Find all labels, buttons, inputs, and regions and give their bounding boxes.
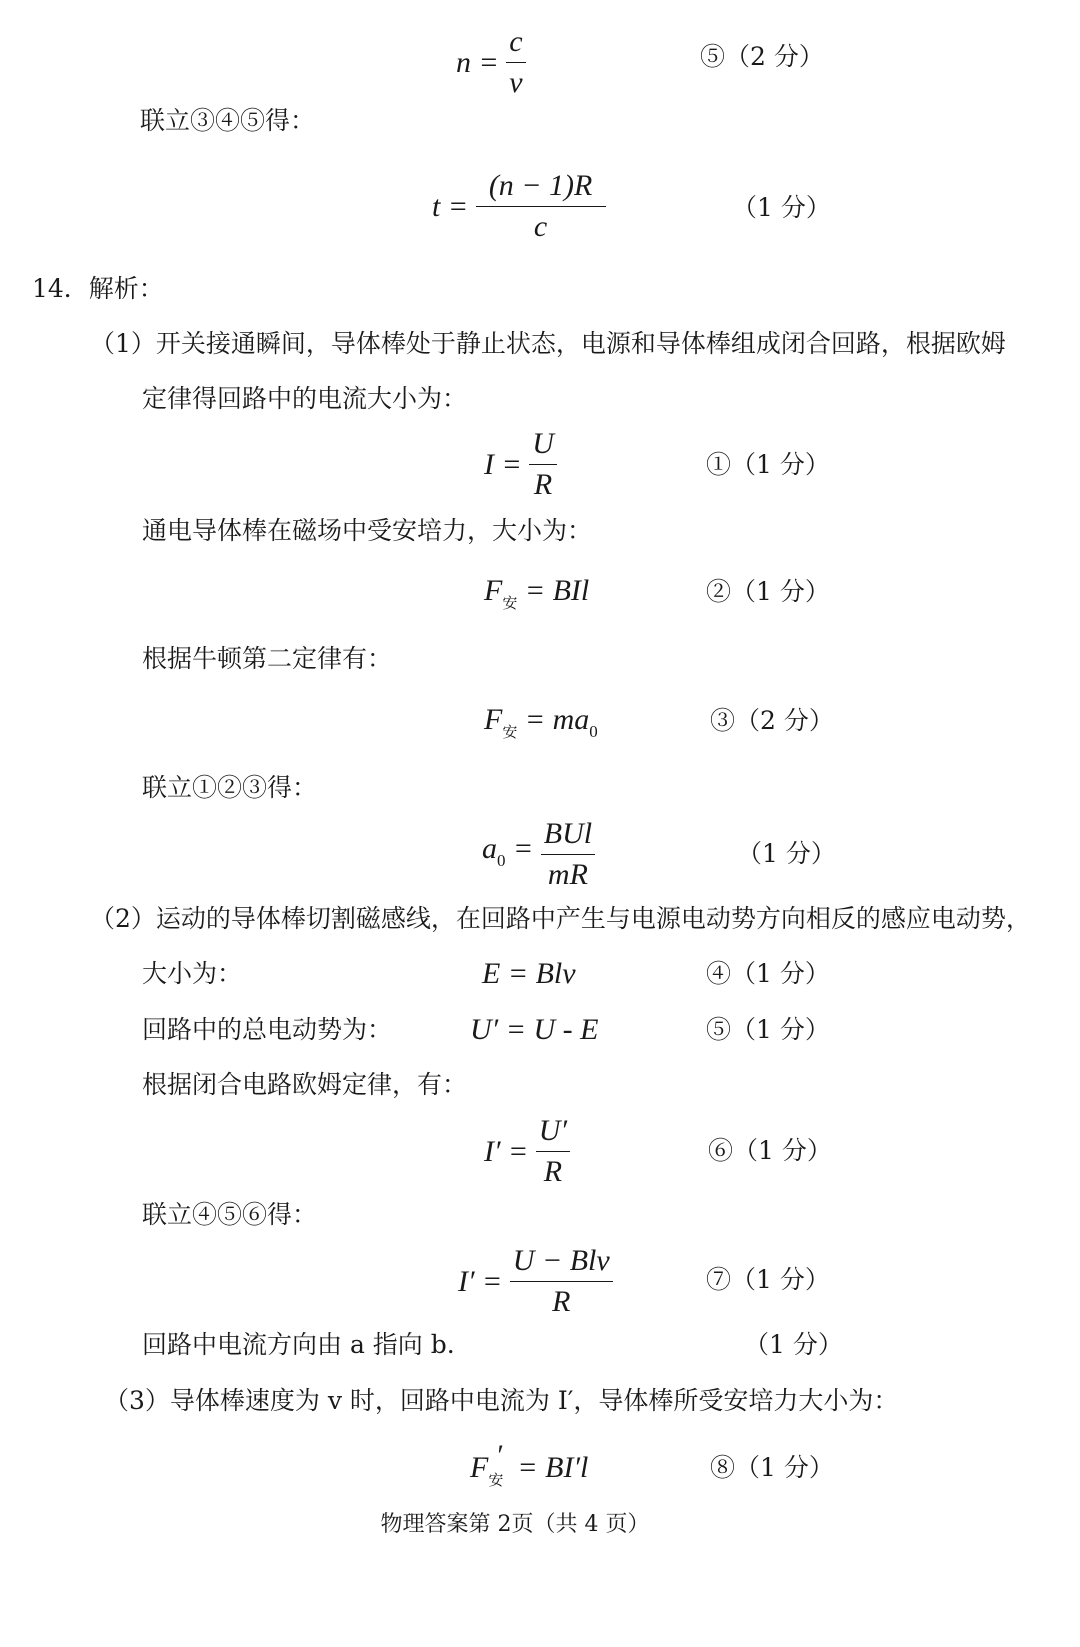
part-3-line-1: （3）导体棒速度为 v 时，回路中电流为 I′，导体棒所受安培力大小为：: [104, 1386, 899, 1415]
numerator: c: [506, 22, 525, 63]
formula-rhs: = BIl: [524, 574, 590, 607]
formula-ampere-force: [484, 574, 589, 621]
page-footer: 物理答案第 2页（共 4 页）: [380, 1512, 650, 1537]
formula-lhs: n =: [456, 45, 499, 79]
force-subscript: 安: [488, 1473, 504, 1489]
text-current-direction: 回路中电流方向由 a 指向 b.: [142, 1330, 455, 1359]
text-magnitude: 大小为：: [142, 959, 243, 988]
formula-lhs: t =: [432, 189, 469, 223]
denominator: R: [543, 1155, 563, 1188]
denominator: R: [552, 1285, 571, 1318]
formula-current-result: [458, 1241, 613, 1322]
text-combine-345: 联立③④⑤得：: [140, 106, 316, 135]
score-label: （1 分）: [737, 839, 836, 868]
denominator: R: [533, 468, 553, 501]
score-label: ⑤（1 分）: [706, 1015, 830, 1044]
formula-refractive-index: [456, 22, 526, 103]
formula-acceleration: [482, 814, 595, 895]
accel-symbol: a: [482, 831, 497, 865]
numerator: U′: [536, 1111, 570, 1152]
question-14-heading: 14．解析：: [32, 274, 164, 303]
score-label: （1 分）: [732, 193, 831, 222]
accel-subscript: 0: [589, 722, 598, 741]
formula-lhs: I =: [484, 447, 522, 481]
score-label: ③（2 分）: [710, 706, 834, 735]
numerator: BUl: [541, 814, 595, 855]
formula-lhs: [482, 832, 533, 878]
denominator: c: [533, 210, 548, 243]
formula-current: [484, 424, 557, 505]
fraction: [476, 166, 606, 247]
score-label: ⑤（2 分）: [700, 42, 824, 71]
text-total-emf: 回路中的总电动势为：: [142, 1015, 393, 1044]
equals-sign: =: [513, 831, 534, 865]
score-label: ④（1 分）: [706, 959, 830, 988]
fraction: [510, 1241, 613, 1322]
part-1-line-2: 定律得回路中的电流大小为：: [142, 384, 468, 413]
numerator: (n − 1)R: [476, 166, 606, 207]
text-combine-456: 联立④⑤⑥得：: [142, 1200, 318, 1229]
text-ampere-force: 通电导体棒在磁场中受安培力，大小为：: [142, 516, 593, 545]
formula-rhs: = BI′l: [517, 1451, 589, 1484]
force-symbol: F: [484, 574, 503, 607]
fraction: [506, 22, 525, 103]
formula-newton: [484, 703, 598, 750]
fraction: [536, 1111, 570, 1192]
formula-rhs: = ma: [524, 703, 590, 736]
text-closed-circuit-ohm: 根据闭合电路欧姆定律，有：: [142, 1070, 468, 1099]
formula-total-emf: U′ = U - E: [470, 1013, 599, 1046]
score-label: ②（1 分）: [706, 577, 830, 606]
prime-mark: ′: [497, 1439, 504, 1472]
fraction: [541, 814, 595, 895]
formula-lhs: I′ =: [484, 1134, 529, 1168]
score-label: ⑥（1 分）: [708, 1136, 832, 1165]
formula-ampere-force-prime: [470, 1439, 589, 1498]
score-label: ⑦（1 分）: [706, 1265, 830, 1294]
formula-emf: E = Blv: [482, 957, 576, 990]
force-symbol: F: [484, 703, 503, 736]
part-2-line-1: （2）运动的导体棒切割磁感线，在回路中产生与电源电动势方向相反的感应电动势，: [90, 904, 1031, 933]
accel-subscript: 0: [497, 850, 506, 870]
formula-current-prime: [484, 1111, 570, 1192]
fraction: [529, 424, 557, 505]
text-newton-second-law: 根据牛顿第二定律有：: [142, 644, 393, 673]
formula-time: [432, 166, 606, 247]
score-label: ①（1 分）: [706, 450, 830, 479]
force-symbol: F: [470, 1451, 489, 1484]
denominator: v: [509, 66, 523, 99]
score-label: ⑧（1 分）: [710, 1453, 834, 1482]
formula-lhs: I′ =: [458, 1264, 503, 1298]
part-1-line-1: （1）开关接通瞬间，导体棒处于静止状态，电源和导体棒组成闭合回路，根据欧姆: [90, 329, 1006, 358]
force-subscript: 安: [502, 725, 518, 741]
text-combine-123: 联立①②③得：: [142, 773, 318, 802]
numerator: U: [529, 424, 557, 465]
denominator: mR: [547, 858, 588, 891]
force-subscript: 安: [502, 596, 518, 612]
numerator: U − Blv: [510, 1241, 613, 1282]
score-label: （1 分）: [744, 1330, 843, 1359]
